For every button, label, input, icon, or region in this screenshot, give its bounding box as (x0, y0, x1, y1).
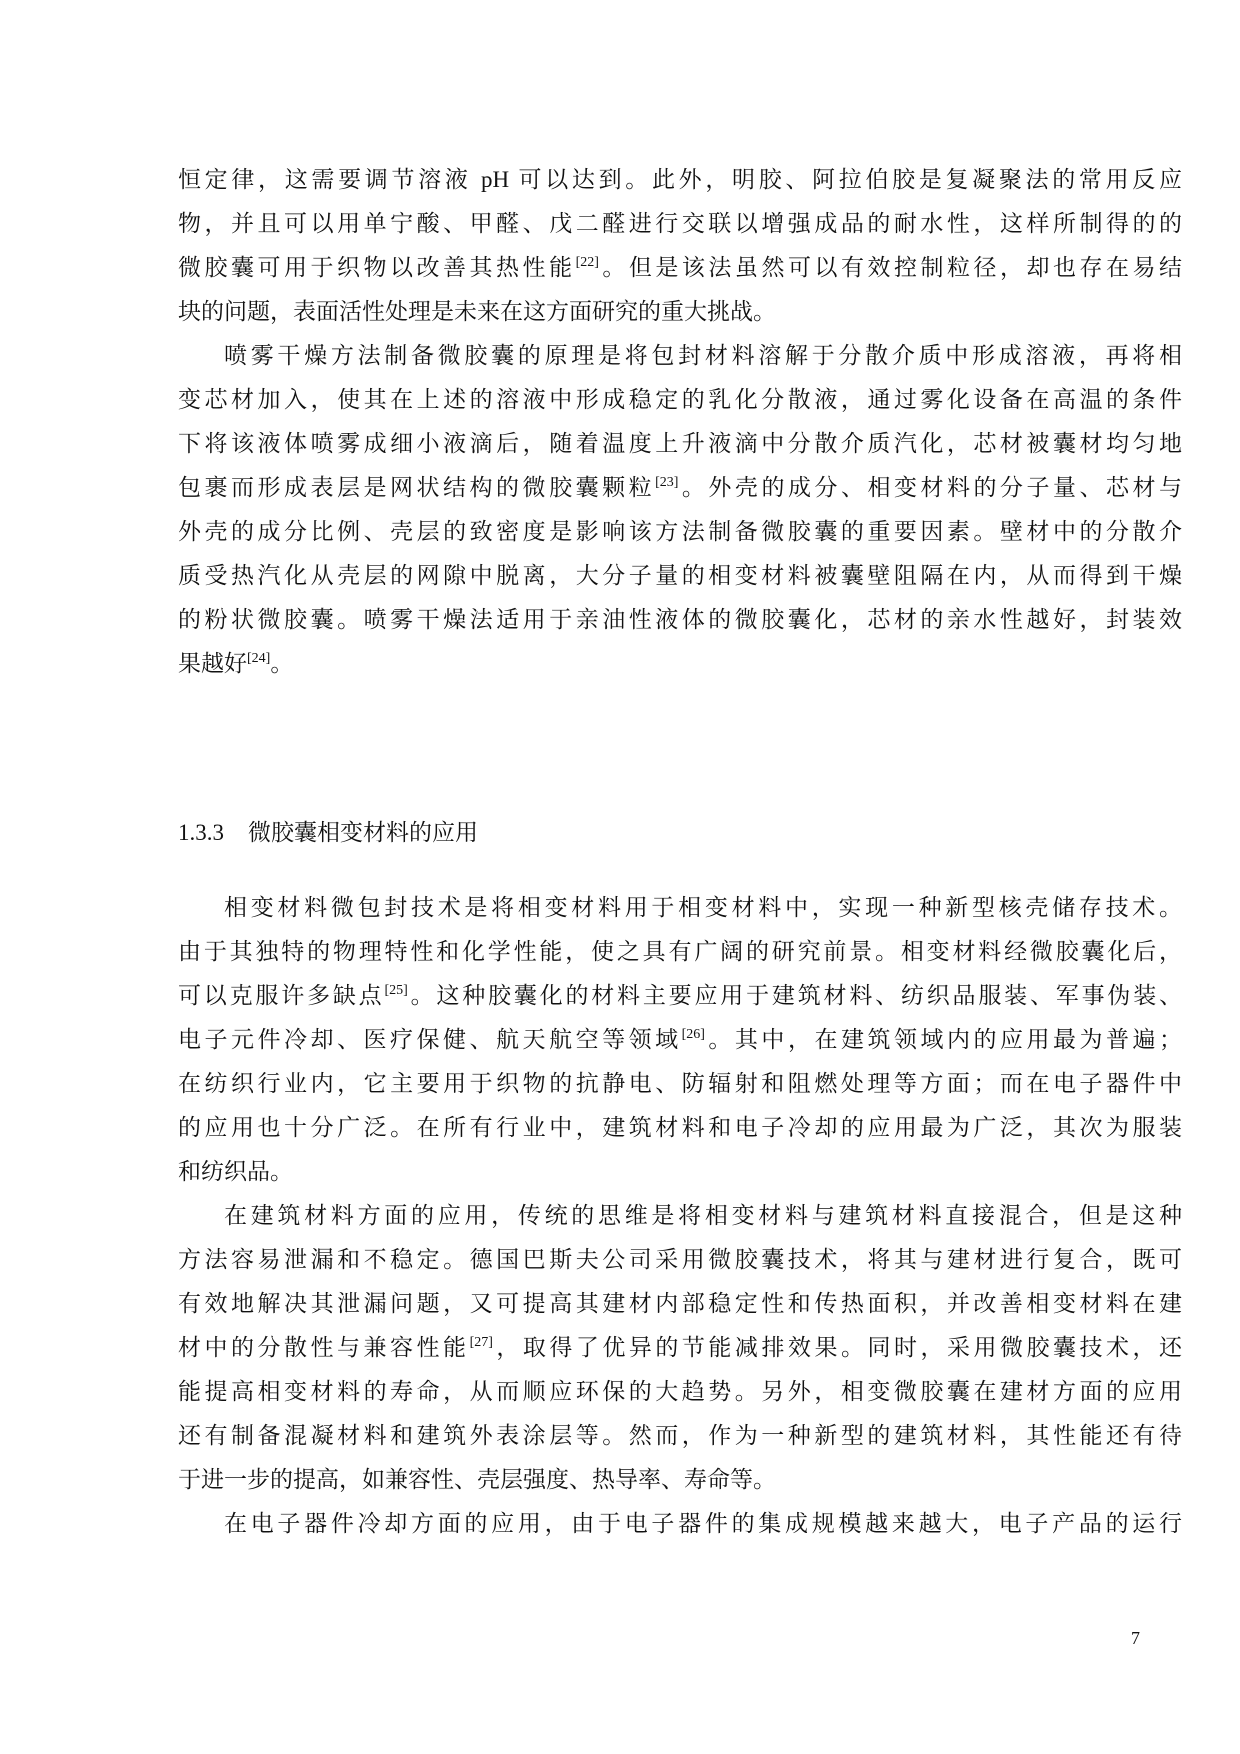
text-line: 有效地解决其泄漏问题，又可提高其建材内部稳定性和传热面积，并改善相变材料在建 (178, 1291, 1182, 1316)
text-line: 电子元件冷却、医疗保健、航天航空等领域[26]。其中，在建筑领域内的应用最为普遍； (178, 1027, 1183, 1052)
text-line: 质受热汽化从壳层的网隙中脱离，大分子量的相变材料被囊壁阻隔在内，从而得到干燥 (178, 563, 1182, 588)
citation-ref: [24] (247, 651, 271, 666)
text-line: 的粉状微胶囊。喷雾干燥法适用于亲油性液体的微胶囊化，芯材的亲水性越好，封装效 (178, 607, 1182, 632)
citation-ref: [23] (655, 475, 679, 490)
page-number: 7 (1131, 1628, 1140, 1648)
text-line: 在电子器件冷却方面的应用，由于电子器件的集成规模越来越大，电子产品的运行 (224, 1511, 1182, 1536)
text-line: 由于其独特的物理特性和化学性能，使之具有广阔的研究前景。相变材料经微胶囊化后， (178, 939, 1182, 964)
text-line: 块的问题，表面活性处理是未来在这方面研究的重大挑战。 (178, 299, 776, 324)
text-line: 和纺织品。 (178, 1159, 293, 1184)
text-line: 果越好[24]。 (178, 651, 294, 676)
text-line: 可以克服许多缺点[25]。这种胶囊化的材料主要应用于建筑材料、纺织品服装、军事伪装、 (178, 983, 1183, 1008)
section-heading (178, 813, 478, 853)
text-line: 物，并且可以用单宁酸、甲醛、戊二醛进行交联以增强成品的耐水性，这样所制得的的 (178, 211, 1182, 236)
text-line: 材中的分散性与兼容性能[27]，取得了优异的节能减排效果。同时，采用微胶囊技术，还 (178, 1335, 1183, 1360)
citation-ref: [27] (469, 1335, 493, 1350)
text-line: 喷雾干燥方法制备微胶囊的原理是将包封材料溶解于分散介质中形成溶液，再将相 (224, 343, 1182, 368)
text-line: 包裹而形成表层是网状结构的微胶囊颗粒[23]。外壳的成分、相变材料的分子量、芯材与 (178, 475, 1183, 500)
text-line: 恒定律，这需要调节溶液 pH 可以达到。此外，明胶、阿拉伯胶是复凝聚法的常用反应 (178, 167, 1182, 192)
text-line: 外壳的成分比例、壳层的致密度是影响该方法制备微胶囊的重要因素。壁材中的分散介 (178, 519, 1182, 544)
text-line: 在建筑材料方面的应用，传统的思维是将相变材料与建筑材料直接混合，但是这种 (224, 1203, 1182, 1228)
text-line: 还有制备混凝材料和建筑外表涂层等。然而，作为一种新型的建筑材料，其性能还有待 (178, 1423, 1182, 1448)
section-number: 1.3.3 (178, 820, 224, 845)
text-line: 微胶囊可用于织物以改善其热性能[22]。但是该法虽然可以有效控制粒径，却也存在易结 (178, 255, 1183, 280)
citation-ref: [22] (575, 255, 599, 270)
citation-ref: [26] (681, 1027, 705, 1042)
section-title: 微胶囊相变材料的应用 (248, 820, 478, 845)
citation-ref: [25] (384, 983, 408, 998)
text-line: 能提高相变材料的寿命，从而顺应环保的大趋势。另外，相变微胶囊在建材方面的应用 (178, 1379, 1182, 1404)
text-line: 方法容易泄漏和不稳定。德国巴斯夫公司采用微胶囊技术，将其与建材进行复合，既可 (178, 1247, 1182, 1272)
text-line: 于进一步的提高，如兼容性、壳层强度、热导率、寿命等。 (178, 1467, 776, 1492)
text-line: 在纺织行业内，它主要用于织物的抗静电、防辐射和阻燃处理等方面；而在电子器件中 (178, 1071, 1182, 1096)
text-line: 的应用也十分广泛。在所有行业中，建筑材料和电子冷却的应用最为广泛，其次为服装 (178, 1115, 1182, 1140)
text-line: 相变材料微包封技术是将相变材料用于相变材料中，实现一种新型核壳储存技术。 (224, 895, 1182, 920)
text-line: 下将该液体喷雾成细小液滴后，随着温度上升液滴中分散介质汽化，芯材被囊材均匀地 (178, 431, 1182, 456)
text-line: 变芯材加入，使其在上述的溶液中形成稳定的乳化分散液，通过雾化设备在高温的条件 (178, 387, 1182, 412)
